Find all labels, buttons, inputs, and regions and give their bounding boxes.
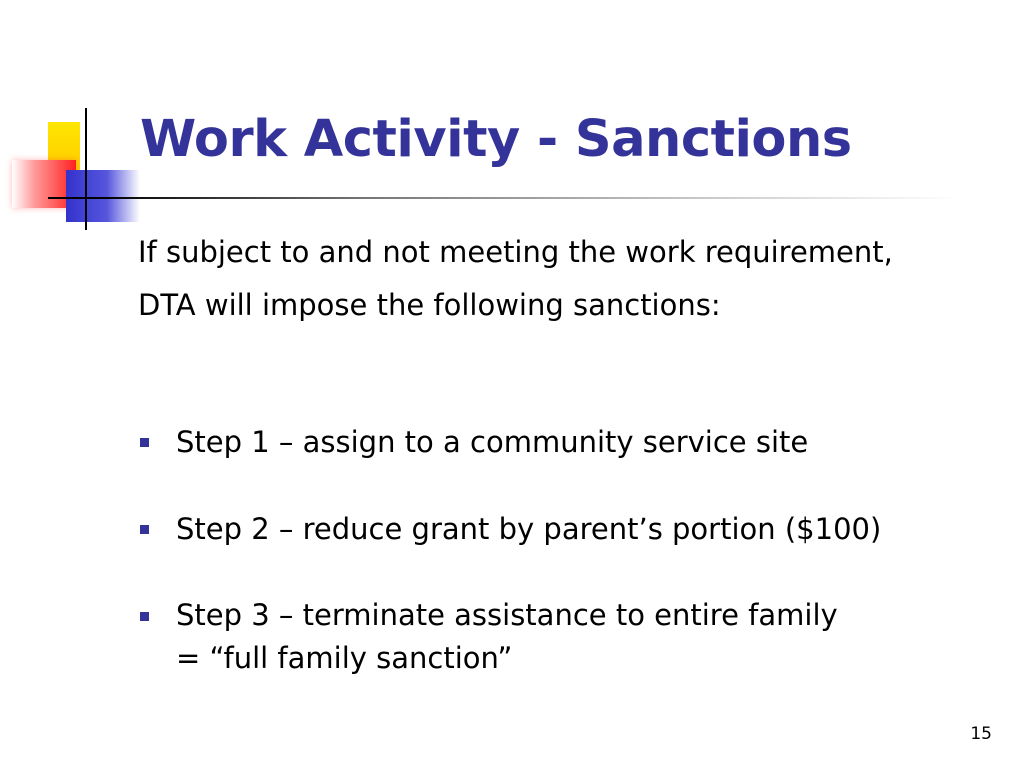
decorative-blue-square [66, 170, 140, 222]
bullet-list [138, 420, 1008, 680]
bullet-item [138, 420, 1008, 464]
bullet-item [138, 507, 1008, 551]
bullet-continuation-text: = “full family sanction” [176, 641, 513, 675]
bullet-text: Step 2 – reduce grant by parent’s portion ($100) [176, 512, 882, 546]
bullet-square-icon [140, 438, 149, 447]
title-underline [48, 197, 960, 199]
page-number: 15 [970, 724, 992, 744]
bullet-text: Step 3 – terminate assistance to entire family [176, 598, 838, 632]
bullet-square-icon [140, 525, 149, 534]
bullet-item [138, 594, 1008, 680]
bullet-square-icon [140, 612, 149, 621]
bullet-text: Step 1 – assign to a community service site [176, 425, 809, 459]
intro-paragraph: If subject to and not meeting the work requirement, DTA will impose the following sanctions: [138, 235, 893, 322]
slide-title: Work Activity - Sanctions [140, 110, 852, 169]
decorative-vertical-line [85, 108, 87, 230]
